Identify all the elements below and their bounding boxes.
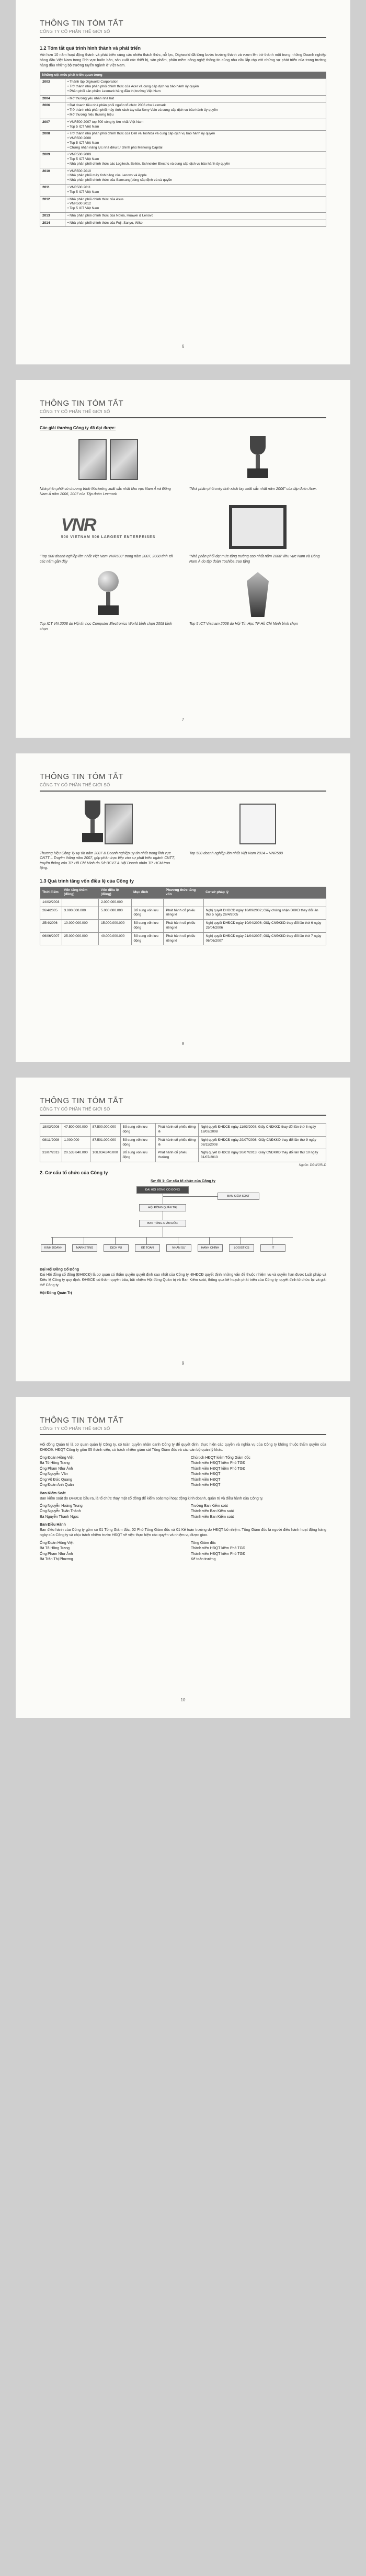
logo-subtext: 500 VIETNAM 500 LARGEST ENTERPRISES [61, 535, 156, 540]
capital-cell-purpose: Bổ sung vốn lưu động [131, 907, 164, 920]
document-page-3 [16, 753, 350, 1062]
history-year: 2014 [40, 220, 65, 227]
exec-members-list [40, 1541, 326, 1563]
history-events [65, 131, 326, 152]
member-name: Bà Nguyễn Thanh Ngọc [40, 1515, 79, 1519]
history-event: • Nhà phân phối chính thức của Fuji, Sanyo, Wiko [67, 221, 324, 226]
control-members-list [40, 1504, 326, 1520]
org-box-department: MARKETING [72, 1244, 97, 1252]
org-box-control: BAN KIỂM SOÁT [218, 1193, 259, 1200]
capital-cell-date: 25/4/2006 [40, 920, 62, 933]
header-divider [40, 1434, 326, 1435]
member-role: Tổng Giám đốc [191, 1541, 216, 1545]
history-row [40, 212, 326, 220]
blank-space [40, 227, 326, 337]
intro-paragraph: Với hơn 10 năm hoạt động thành và phát triển cùng các nhiều thách thức, nỗ lực, Digiworld đã từng bước trưởng thành và vươn lên trở thành một trong những Doanh nghiệp hàng đầu Việt Nam trong lĩnh vực buôn bán, sản xuất các thiết bị, sản phẩm, phân mềm công nghệ thông tin cùng nhu cầu lắp ráp với những sự phát triển của trong trưởng hàng đầu những bộ trường tuyển ngành ở Việt Nam. [40, 53, 326, 68]
page-number: 9 [181, 1361, 185, 1366]
history-table-body [40, 79, 326, 227]
history-event: • Đạt doanh tiêu nhà phân phối nguồn tổ chức 2006 cho Lexmark [67, 104, 324, 108]
capital-cell-add: 3.000.000.000 [62, 907, 99, 920]
history-year: 2006 [40, 102, 65, 119]
board-intro: Hội đồng Quản trị là cơ quan quản lý Công ty, có toàn quyền nhân danh Công ty để quyết định, thực hiện các quyền và nghĩa vụ của Công ty không thuộc thẩm quyền của ĐHĐCĐ. HĐQT Công ty gồm 05 thành viên, có trách nhiệm giám sát Tổng Giám đốc và các cán bộ quản lý khác. [40, 1443, 326, 1452]
history-row [40, 131, 326, 152]
award-caption: Nhà phân phối có chương trình Marketing xuất sắc nhất khu vực Nam Á và Đông Nam Á năm 2006, 2007 của Tập đoàn Lexmark [40, 487, 171, 496]
capital-cell-date: 18/03/2008 [40, 1124, 62, 1137]
member-name: Bà Tô Hồng Trang [40, 1461, 70, 1466]
award-caption: Top 5 ICT Vietnam 2008 do Hội Tin Học TP Hồ Chí Minh bình chọn [189, 622, 298, 626]
award-item [189, 434, 326, 497]
org-box-department: DỊCH VỤ [104, 1244, 129, 1252]
history-event: • Nhà phân phối chính thức của Nokia, Huawei & Lenovo [67, 214, 324, 219]
history-event: • VNR500 2010 [67, 169, 324, 174]
award-trophy-image [189, 434, 326, 485]
history-year: 2011 [40, 184, 65, 196]
award-item [40, 799, 177, 871]
award-item [189, 569, 326, 632]
body-label: Hội Đồng Quản Trị [40, 1291, 72, 1296]
award-crystal-image [189, 569, 326, 620]
org-box-department: LOGISTICS [229, 1244, 254, 1252]
history-events [65, 119, 326, 131]
history-row [40, 196, 326, 212]
capital-row [40, 898, 326, 907]
header-title: THÔNG TIN TÓM TẮT [40, 772, 124, 781]
history-year: 2003 [40, 79, 65, 95]
capital-column-header: Phương thức tăng vốn [164, 887, 203, 899]
capital-cell-method: Phát hành cổ phiếu riêng lẻ [164, 932, 203, 945]
history-table-header: Những cột mốc phát triển quan trọng [40, 72, 326, 79]
table-source: Nguồn: DGWORLD [299, 1163, 326, 1167]
header-title: THÔNG TIN TÓM TẮT [40, 19, 124, 28]
capital-column-header: Vốn điều lệ (đồng) [99, 887, 131, 899]
history-row [40, 220, 326, 227]
history-table [40, 72, 326, 227]
history-row [40, 168, 326, 184]
history-year: 2010 [40, 168, 65, 184]
section-title: 1.2 Tóm tắt quá trình hình thành và phát triển [40, 45, 141, 51]
capital-cell-total: 108.034.840.000 [90, 1149, 120, 1162]
award-item [40, 569, 177, 632]
capital-cell-add: 20.533.840.000 [62, 1149, 90, 1162]
history-events [65, 212, 326, 220]
capital-column-header: Mục đích [131, 887, 164, 899]
history-events [65, 152, 326, 168]
body-label: Đại Hội Đồng Cổ Đông [40, 1267, 79, 1272]
capital-cell-add: 47.500.000.000 [62, 1124, 90, 1137]
member-role: Thành viên HĐQT [191, 1472, 221, 1476]
capital-cell-legal: Nghị quyết ĐHĐCĐ ngày 11/03/2008; Giấy CNĐKKD thay đổi lần thứ 8 ngày 18/03/2008 [199, 1124, 326, 1137]
capital-cell-total: 15.000.000.000 [99, 920, 131, 933]
body-paragraph: Đại Hội đồng cổ đông (ĐHĐCĐ) là cơ quan có thẩm quyền quyết định cao nhất của Công ty. ĐHĐCĐ quyết định những vấn đề thuộc nhiệm vụ và quyền hạn được Luật pháp và Điều lệ Công ty quy định. ĐHĐCĐ có thẩm quyền bầu, bãi nhiệm Hội đồng Quản trị và Ban Kiểm soát, thông qua kế hoạch phát triển của Công ty, quyết định tổ chức lại và giải thể Công ty. [40, 1273, 326, 1288]
blank-space [40, 945, 326, 1034]
history-row [40, 79, 326, 95]
header-title: THÔNG TIN TÓM TẮT [40, 399, 124, 408]
awards-grid [40, 799, 326, 871]
header-title: THÔNG TIN TÓM TẮT [40, 1096, 124, 1106]
award-caption: Top ICT VN 2008 do Hội tin học Computer Electronics World bình chọn 2008 bình chọn [40, 622, 173, 631]
capital-cell-legal: Nghị quyết ĐHĐCĐ ngày 18/09/2002; Giấy chứng nhận ĐKKD thay đổi lần thứ 5 ngày 26/4/2005 [203, 907, 326, 920]
history-event: • Top 5 ICT Việt Nam [67, 157, 324, 162]
history-event: • Trở thành nhà phân phối chính thức của Dell và Toshiba và cung cấp dịch vụ bảo hành ủy quyền [67, 132, 324, 136]
award-caption: "Nhà phân phối đạt mức tăng trưởng cao nhất năm 2008" khu vực Nam và Đông Nam Á do tập đoàn Toshiba trao tặng [189, 555, 320, 564]
member-name: Bà Trần Thị Phương [40, 1558, 73, 1562]
history-year: 2013 [40, 212, 65, 220]
capital-cell-add: 10.000.000.000 [62, 920, 99, 933]
capital-column-header: Thời điểm [40, 887, 62, 899]
member-name: Ông Đoàn Hồng Việt [40, 1456, 74, 1460]
history-events [65, 95, 326, 102]
history-row [40, 119, 326, 131]
capital-cell-method [164, 898, 203, 907]
capital-cell-total: 87.500.000.000 [90, 1124, 120, 1137]
member-name: Ông Nguyễn Tuấn Thành [40, 1509, 81, 1514]
header-subtitle: CÔNG TY CỔ PHẦN THẾ GIỚI SỐ [40, 29, 110, 34]
capital-cell-purpose: Bổ sung vốn lưu động [131, 920, 164, 933]
history-row [40, 152, 326, 168]
vnr500-logo-image [40, 502, 177, 552]
history-event: • Trở thành nhà phân phối máy tính xách tay của Sony Vaio và cung cấp dịch vụ bảo hành ủy quyền [67, 108, 324, 113]
capital-cell-date: 31/07/2013 [40, 1149, 62, 1162]
page-number: 10 [180, 1697, 186, 1702]
history-events [65, 196, 326, 212]
capital-table-continued [40, 1123, 326, 1162]
org-box-department: KINH DOANH [41, 1244, 66, 1252]
capital-cell-method: Phát hành cổ phiếu riêng lẻ [155, 1124, 198, 1137]
history-event: • Top 5 ICT Việt Nam [67, 207, 324, 211]
history-event: • Top 5 ICT Việt Nam [67, 190, 324, 195]
capital-cell-date: 26/4/2005 [40, 907, 62, 920]
org-chart-title: Sơ đồ 1: Cơ cấu tổ chức của Công ty [151, 1179, 215, 1183]
history-row [40, 184, 326, 196]
history-event: • VNR500 2007 top 500 công ty lớn nhất Việt Nam [67, 120, 324, 125]
member-name: Ông Phạm Như Ánh [40, 1552, 73, 1556]
capital-row [40, 907, 326, 920]
history-event: • Nhà phân phối chính thức của Samsung(dòng sắp định và cà quyền [67, 178, 324, 183]
org-box-board: HỘI ĐỒNG QUẢN TRỊ [139, 1204, 186, 1211]
member-name: Ông Phạm Như Ánh [40, 1467, 73, 1471]
org-box-department: IT [260, 1244, 285, 1252]
section-title: 2. Cơ cấu tổ chức của Công ty [40, 1170, 108, 1175]
capital-cell-method: Phát hành cổ phiếu riêng lẻ [164, 907, 203, 920]
history-events [65, 79, 326, 95]
capital-cell-total: 5.000.000.000 [99, 907, 131, 920]
history-event: • VNR500 2012 [67, 202, 324, 207]
capital-cell-purpose: Bổ sung vốn lưu động [120, 1124, 155, 1137]
member-name: Ông Đoàn Hồng Việt [40, 1541, 74, 1545]
capital-cell-method: Phát hành cổ phiếu riêng lẻ [155, 1136, 198, 1149]
blank-space [40, 1296, 326, 1354]
member-name: Ông Đoàn Anh Quân [40, 1483, 74, 1487]
history-event: • Trở thành nhà phân phối chính thức của Acer và cung cấp dịch vụ bảo hành ủy quyền [67, 85, 324, 89]
header-divider [40, 37, 326, 38]
capital-cell-date: 06/06/2007 [40, 932, 62, 945]
document-page-2 [16, 380, 350, 738]
award-globe-trophy-image [40, 569, 177, 620]
capital-cell-method: Phát hành cổ phiếu riêng lẻ [164, 920, 203, 933]
page-number: 7 [181, 717, 185, 722]
award-caption: "Top 500 doanh nghiệp lớn nhất Việt Nam VNR500" trong năm 2007, 2008 tính tới các năm gần đây [40, 555, 173, 564]
capital-table-body [40, 1124, 326, 1162]
capital-cell-legal [203, 898, 326, 907]
capital-cell-legal: Nghị quyết ĐHĐCĐ ngày 30/07/2013; Giấy CNĐKKD thay đổi lần thứ 10 ngày 31/07/2013 [199, 1149, 326, 1162]
capital-cell-purpose [131, 898, 164, 907]
capital-table-header [40, 887, 326, 899]
award-caption: Top 500 doanh nghiệp lớn nhất Việt Nam 2014 – VNR500 [189, 851, 283, 855]
capital-row [40, 1149, 326, 1162]
body-paragraph: Ban điều hành của Công ty gồm có 01 Tổng Giám đốc, 02 Phó Tổng Giám đốc và 01 Kế toán trưởng do HĐQT bổ nhiệm. Tổng Giám đốc là người điều hành hoạt động hàng ngày của Công ty và chịu trách nhiệm trước HĐQT về việc thực hiện các quyền và nhiệm vụ được giao. [40, 1528, 326, 1538]
member-role: Chủ tịch HĐQT kiêm Tổng Giám đốc [191, 1456, 250, 1460]
award-item [40, 502, 177, 564]
capital-table [40, 887, 326, 946]
capital-cell-purpose: Bổ sung vốn lưu động [131, 932, 164, 945]
header-divider [40, 1115, 326, 1116]
member-role: Thành viên Ban Kiểm soát [191, 1509, 234, 1514]
history-event: • Top 5 ICT Việt Nam [67, 125, 324, 130]
award-item [40, 434, 177, 497]
capital-cell-total: 2.000.000.000 [99, 898, 131, 907]
page-number: 8 [181, 1041, 185, 1047]
capital-cell-add [62, 898, 99, 907]
member-name: Ông Nguyễn Hoàng Trung [40, 1504, 83, 1508]
board-members-list [40, 1456, 326, 1489]
history-year: 2008 [40, 131, 65, 152]
org-box-shareholders: ĐẠI HỘI ĐỒNG CỔ ĐÔNG [136, 1186, 189, 1194]
body-paragraph: Ban kiểm soát do ĐHĐCĐ bầu ra, là tổ chức thay mặt cổ đông để kiểm soát mọi hoạt động kinh doanh, quản trị và điều hành của Công ty. [40, 1496, 264, 1501]
awards-title: Các giải thưởng Công ty đã đạt được: [40, 426, 116, 431]
document-page-5 [16, 1397, 350, 1718]
capital-cell-legal: Nghị quyết ĐHĐCĐ ngày 21/04/2007; Giấy CNĐKKD thay đổi lần thứ 7 ngày 06/06/2007 [203, 932, 326, 945]
header-divider [40, 791, 326, 792]
history-events [65, 220, 326, 227]
capital-row [40, 1124, 326, 1137]
capital-cell-date: 14/02/2003 [40, 898, 62, 907]
award-caption: "Nhà phân phối máy tính xách tay xuất sắc nhất năm 2006" của tập đoàn Acer. [189, 487, 317, 491]
page-number: 6 [181, 344, 185, 349]
member-role: Thành viên HĐQT kiêm Phó TGĐ [191, 1467, 246, 1471]
blank-space [40, 1565, 326, 1690]
history-events [65, 102, 326, 119]
capital-cell-purpose: Bổ sung vốn lưu động [120, 1149, 155, 1162]
capital-column-header: Vốn tăng thêm (đồng) [62, 887, 99, 899]
capital-cell-add: 25.000.000.000 [62, 932, 99, 945]
header-title: THÔNG TIN TÓM TẮT [40, 1416, 124, 1425]
history-year: 2004 [40, 95, 65, 102]
award-caption: Thương hiệu Công Ty uy tín năm 2007 & Doanh nghiệp uy tín nhất trong lĩnh vực CNTT – Truyền thông năm 2007, góp phần trực tiếp vào sự phát triển ngành CNTT, truyền thông của TP. Hồ Chí Minh do Sở BCVT & Hội Doanh nhân TP. HCM trao tặng. [40, 851, 175, 871]
section-title: 1.3 Quá trình tăng vốn điều lệ của Công ty [40, 878, 134, 884]
history-year: 2012 [40, 196, 65, 212]
member-role: Trưởng Ban Kiểm soát [191, 1504, 228, 1508]
document-page-1 [16, 0, 350, 364]
member-role: Thành viên HĐQT kiêm Phó TGĐ [191, 1552, 246, 1556]
history-year: 2007 [40, 119, 65, 131]
member-role: Thành viên HĐQT [191, 1483, 221, 1487]
award-trophies-image [40, 799, 177, 849]
capital-cell-add: 1.000.000 [62, 1136, 90, 1149]
history-event: • Chứng nhận năng lực nhà điều tư chính phủ Merkong Capital [67, 146, 324, 151]
history-row [40, 102, 326, 119]
history-row [40, 95, 326, 102]
member-role: Thành viên HĐQT kiêm Phó TGĐ [191, 1547, 246, 1551]
member-role: Kế toán trưởng [191, 1558, 216, 1562]
award-item [189, 502, 326, 564]
body-label: Ban Kiểm Soát [40, 1491, 66, 1495]
history-events [65, 184, 326, 196]
capital-cell-date: 08/11/2008 [40, 1136, 62, 1149]
logo-text: VNR [61, 515, 96, 535]
member-name: Ông Nguyễn Văn [40, 1472, 68, 1476]
history-event: • Nhà phân phối chính thức của Asus [67, 198, 324, 202]
capital-row [40, 1136, 326, 1149]
member-role: Thành viên HĐQT kiêm Phó TGĐ [191, 1461, 246, 1466]
capital-column-header: Cơ sở pháp lý [203, 887, 326, 899]
award-certificate-image [189, 799, 326, 849]
history-event: • Phân phối sản phẩm Lexmark hàng đầu thị trường Việt Nam [67, 89, 324, 94]
history-event: • Mở thương yêu nhãn nhà hát [67, 97, 324, 101]
award-frame-image [189, 502, 326, 552]
history-event: • VNR500 2008 [67, 136, 324, 141]
member-name: Ông Vũ Đức Quang [40, 1478, 72, 1482]
capital-cell-legal: Nghị quyết ĐHĐCĐ ngày 29/07/2008; Giấy CNĐKKD thay đổi lần thứ 9 ngày 08/11/2008 [199, 1136, 326, 1149]
capital-cell-method: Phát hành cổ phiếu thưởng [155, 1149, 198, 1162]
history-year: 2009 [40, 152, 65, 168]
capital-cell-total: 40.000.000.000 [99, 932, 131, 945]
history-event: • Thành lập Digiworld Corporation [67, 80, 324, 85]
header-divider [40, 417, 326, 418]
award-plaques-image [40, 434, 177, 485]
history-event: • Top 5 ICT Việt Nam [67, 141, 324, 146]
history-event: • VNR500 2011 [67, 186, 324, 190]
org-chart [40, 1186, 326, 1265]
history-event: • Nhà phân phối máy tính bảng của Lenovo và Apple [67, 174, 324, 178]
header-subtitle: CÔNG TY CỔ PHẦN THẾ GIỚI SỐ [40, 409, 110, 415]
org-box-department: NHÂN SỰ [166, 1244, 191, 1252]
header-subtitle: CÔNG TY CỔ PHẦN THẾ GIỚI SỐ [40, 782, 110, 787]
history-event: • Nhà phân phối chính thức các Logitech, Belkin, Schneider Electric và cung cấp dịch vụ bảo hành ủy quyền [67, 162, 324, 167]
capital-table-body [40, 898, 326, 945]
history-event: • Mở thương hiệu thương hiệu [67, 113, 324, 118]
org-box-department: KẾ TOÁN [135, 1244, 160, 1252]
body-label: Ban Điều Hành [40, 1523, 66, 1527]
member-role: Thành viên HĐQT [191, 1478, 221, 1482]
org-box-department: HÀNH CHÍNH [198, 1244, 223, 1252]
awards-grid [40, 434, 326, 632]
capital-row [40, 932, 326, 945]
blank-space [40, 632, 326, 710]
member-role: Thành viên Ban Kiểm soát [191, 1515, 234, 1519]
history-event: • VNR500 2009 [67, 153, 324, 157]
history-events [65, 168, 326, 184]
header-subtitle: CÔNG TY CỔ PHẦN THẾ GIỚI SỐ [40, 1107, 110, 1112]
capital-cell-purpose: Bổ sung vốn lưu động [120, 1136, 155, 1149]
capital-cell-legal: Nghị quyết ĐHĐCĐ ngày 10/04/2006; Giấy CNĐKKD thay đổi lần thứ 6 ngày 25/04/2006 [203, 920, 326, 933]
award-item [189, 799, 326, 871]
header-subtitle: CÔNG TY CỔ PHẦN THẾ GIỚI SỐ [40, 1426, 110, 1432]
capital-row [40, 920, 326, 933]
document-page-4 [16, 1078, 350, 1381]
member-name: Bà Tô Hồng Trang [40, 1547, 70, 1551]
capital-cell-total: 87.501.000.000 [90, 1136, 120, 1149]
org-box-ceo: BAN TỔNG GIÁM ĐỐC [139, 1220, 186, 1227]
